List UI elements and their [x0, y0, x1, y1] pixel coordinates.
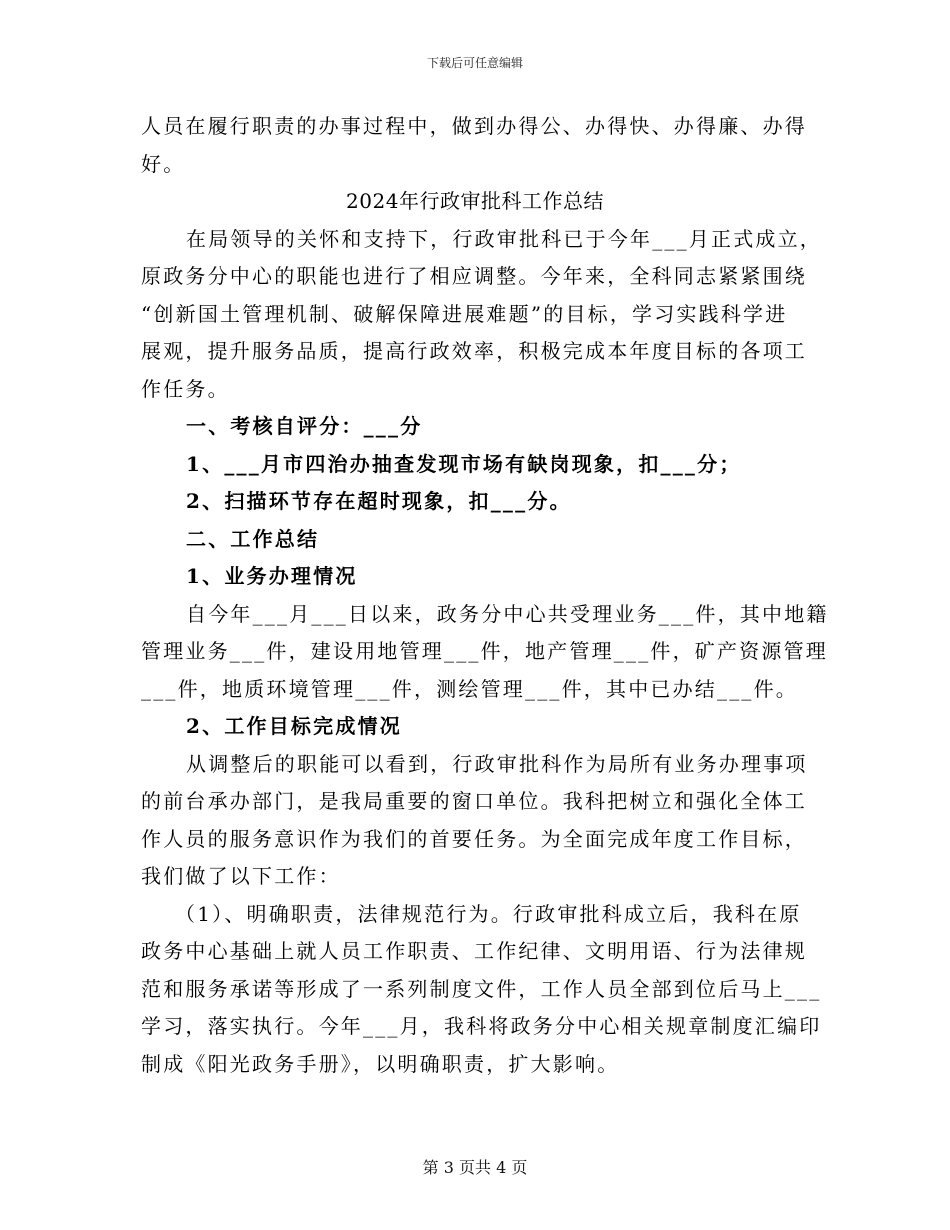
text-line: 人员在履行职责的办事过程中，做到办得公、办得快、办得廉、办得	[141, 114, 807, 138]
text-line: 在局领导的关怀和支持下，行政审批科已于今年___月正式成立，	[186, 226, 822, 251]
text-line: “创新国土管理机制、破解保障进展难题”的目标，学习实践科学进	[141, 301, 788, 326]
text-line: 一、考核自评分：___分	[186, 414, 423, 438]
document-body	[141, 108, 829, 1083]
text-line: 作任务。	[141, 376, 230, 401]
text-line: （1）、明确职责，法律规范行为。行政审批科成立后，我科在原	[175, 901, 802, 926]
text-line: 制成《阳光政务手册》，以明确职责，扩大影响。	[141, 1051, 620, 1076]
text-line: 从调整后的职能可以看到，行政审批科作为局所有业务办理事项	[186, 751, 808, 776]
text-line: 展观，提升服务品质，提高行政效率，积极完成本年度目标的各项工	[141, 339, 807, 363]
text-line: 1、业务办理情况	[186, 564, 358, 588]
text-line: 学习，落实执行。今年___月，我科将政务分中心相关规章制度汇编印	[141, 1014, 822, 1038]
text-line: 政务中心基础上就人员工作职责、工作纪律、文明用语、行为法律规	[141, 939, 807, 963]
text-line: 好。	[141, 151, 186, 176]
text-line: 作人员的服务意识作为我们的首要任务。为全面完成年度工作目标，	[141, 826, 807, 851]
text-line: ___件，地质环境管理___件，测绘管理___件，其中已办结___件。	[141, 676, 798, 701]
text-line: 二、工作总结	[186, 526, 320, 551]
text-line: 2、扫描环节存在超时现象，扣___分。	[186, 489, 572, 513]
text-line: 管理业务___件，建设用地管理___件，地产管理___件，矿产资源管理	[141, 639, 828, 663]
text-line: 我们做了以下工作：	[141, 864, 341, 888]
text-line: 范和服务承诺等形成了一系列制度文件，工作人员全部到位后马上___	[141, 976, 822, 1001]
text-line: 原政务分中心的职能也进行了相应调整。今年来，全科同志紧紧围绕	[141, 264, 807, 288]
page-footer: 第 3 页共 4 页	[422, 1158, 528, 1177]
text-line: 2、工作目标完成情况	[186, 714, 402, 738]
page-header: 下载后可任意编辑	[426, 56, 523, 70]
text-line: 的前台承办部门，是我局重要的窗口单位。我科把树立和强化全体工	[141, 789, 807, 813]
text-line: 自今年___月___日以来，政务分中心共受理业务___件，其中地籍	[186, 601, 829, 626]
text-line: 1、___月市四治办抽查发现市场有缺岗现象，扣___分；	[186, 451, 742, 476]
document-title: 2024年行政审批科工作总结	[346, 189, 604, 213]
